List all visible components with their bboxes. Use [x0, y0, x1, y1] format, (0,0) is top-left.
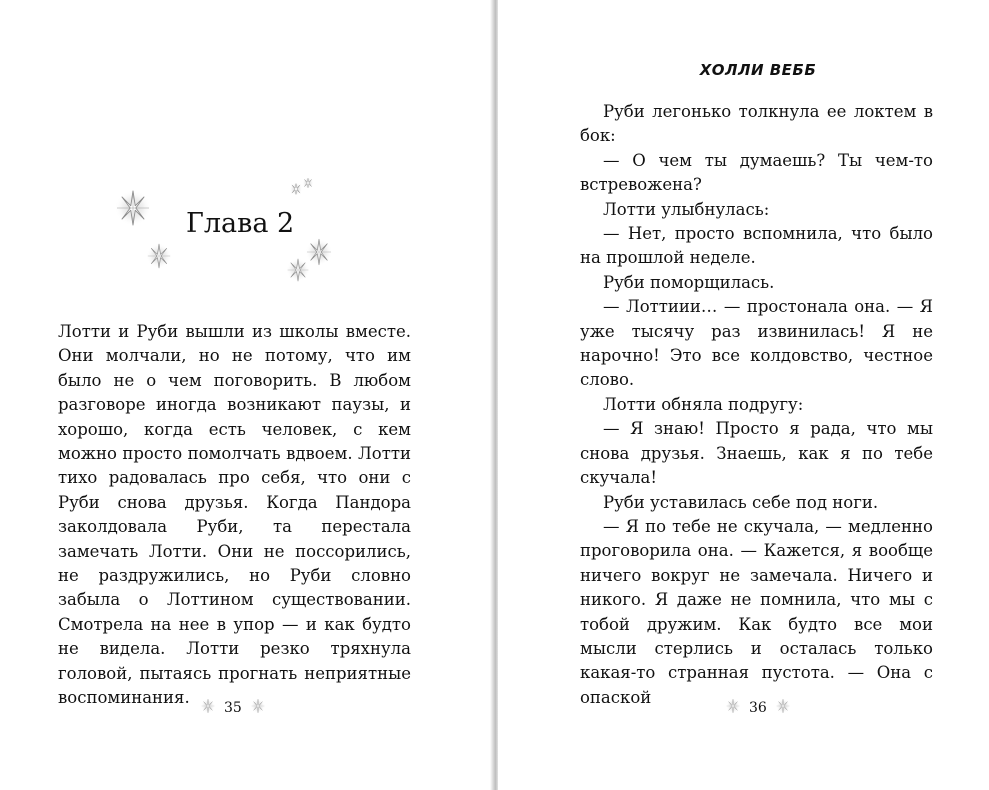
page-number-footer: [725, 696, 791, 720]
paragraph: — Я по тебе не скучала, — медленно проговорила она. — Кажется, я вообще ничего вокруг не замечала. Ничего и никого. Я даже не помнила, что мы с тобой дружим. Как будто все мои мысли стерлись и осталась только какая-то странная пустота. — Она с опаской: [580, 516, 933, 707]
paragraph: Лотти улыбнулась:: [603, 199, 770, 219]
sparkle-star-icon: [300, 175, 316, 191]
left-page: [0, 0, 493, 790]
sparkle-star-icon: [145, 240, 173, 272]
page-number: 35: [224, 700, 242, 716]
left-body-text: [58, 320, 411, 711]
paragraph: Лотти обняла подругу:: [603, 394, 804, 414]
paragraph: — Нет, просто вспомнила, что было на прошлой неделе.: [580, 224, 933, 268]
paragraph: Руби поморщилась.: [603, 272, 775, 292]
running-head: ХОЛЛИ ВЕББ: [699, 61, 817, 79]
paragraph: Лотти и Руби вышли из школы вместе. Они молчали, но не потому, что им было не о чем поговорить. В любом разговоре иногда возникают паузы, и хорошо, когда есть человек, с кем можно просто помолчать вдвоем. Лотти тихо радовалась про себя, что они с Руби снова друзья. Когда Пандора заколдовала Руби, та перестала замечать Лотти. Они не поссорились, не раздружились, но Руби словно забыла о Лоттином существовании. Смотрела на нее в упор — и как будто не видела. Лотти резко тряхнула головой, пытаясь прогнать неприятные воспоминания.: [58, 322, 411, 708]
sparkle-star-icon: [725, 694, 741, 722]
chapter-title: Глава 2: [186, 208, 295, 239]
sparkle-star-icon: [775, 694, 791, 722]
paragraph: Руби легонько толкнула ее локтем в бок:: [580, 102, 933, 146]
sparkle-star-icon: [250, 694, 266, 722]
sparkle-star-icon: [113, 185, 153, 231]
sparkle-star-icon: [200, 694, 216, 722]
page-number-footer: [200, 696, 266, 720]
right-body-text: [580, 100, 933, 710]
paragraph: — О чем ты думаешь? Ты чем-то встревожена?: [580, 150, 933, 195]
page-number: 36: [749, 700, 767, 716]
paragraph: — Я знаю! Просто я рада, что мы снова друзья. Знаешь, как я по тебе скучала!: [580, 419, 933, 488]
sparkle-star-icon: [285, 252, 311, 288]
paragraph: Руби уставилась себе под ноги.: [603, 492, 879, 512]
paragraph: — Лоттиии… — простонала она. — Я уже тысячу раз извинилась! Я не нарочно! Это все колдовство, честное слово.: [580, 297, 933, 390]
